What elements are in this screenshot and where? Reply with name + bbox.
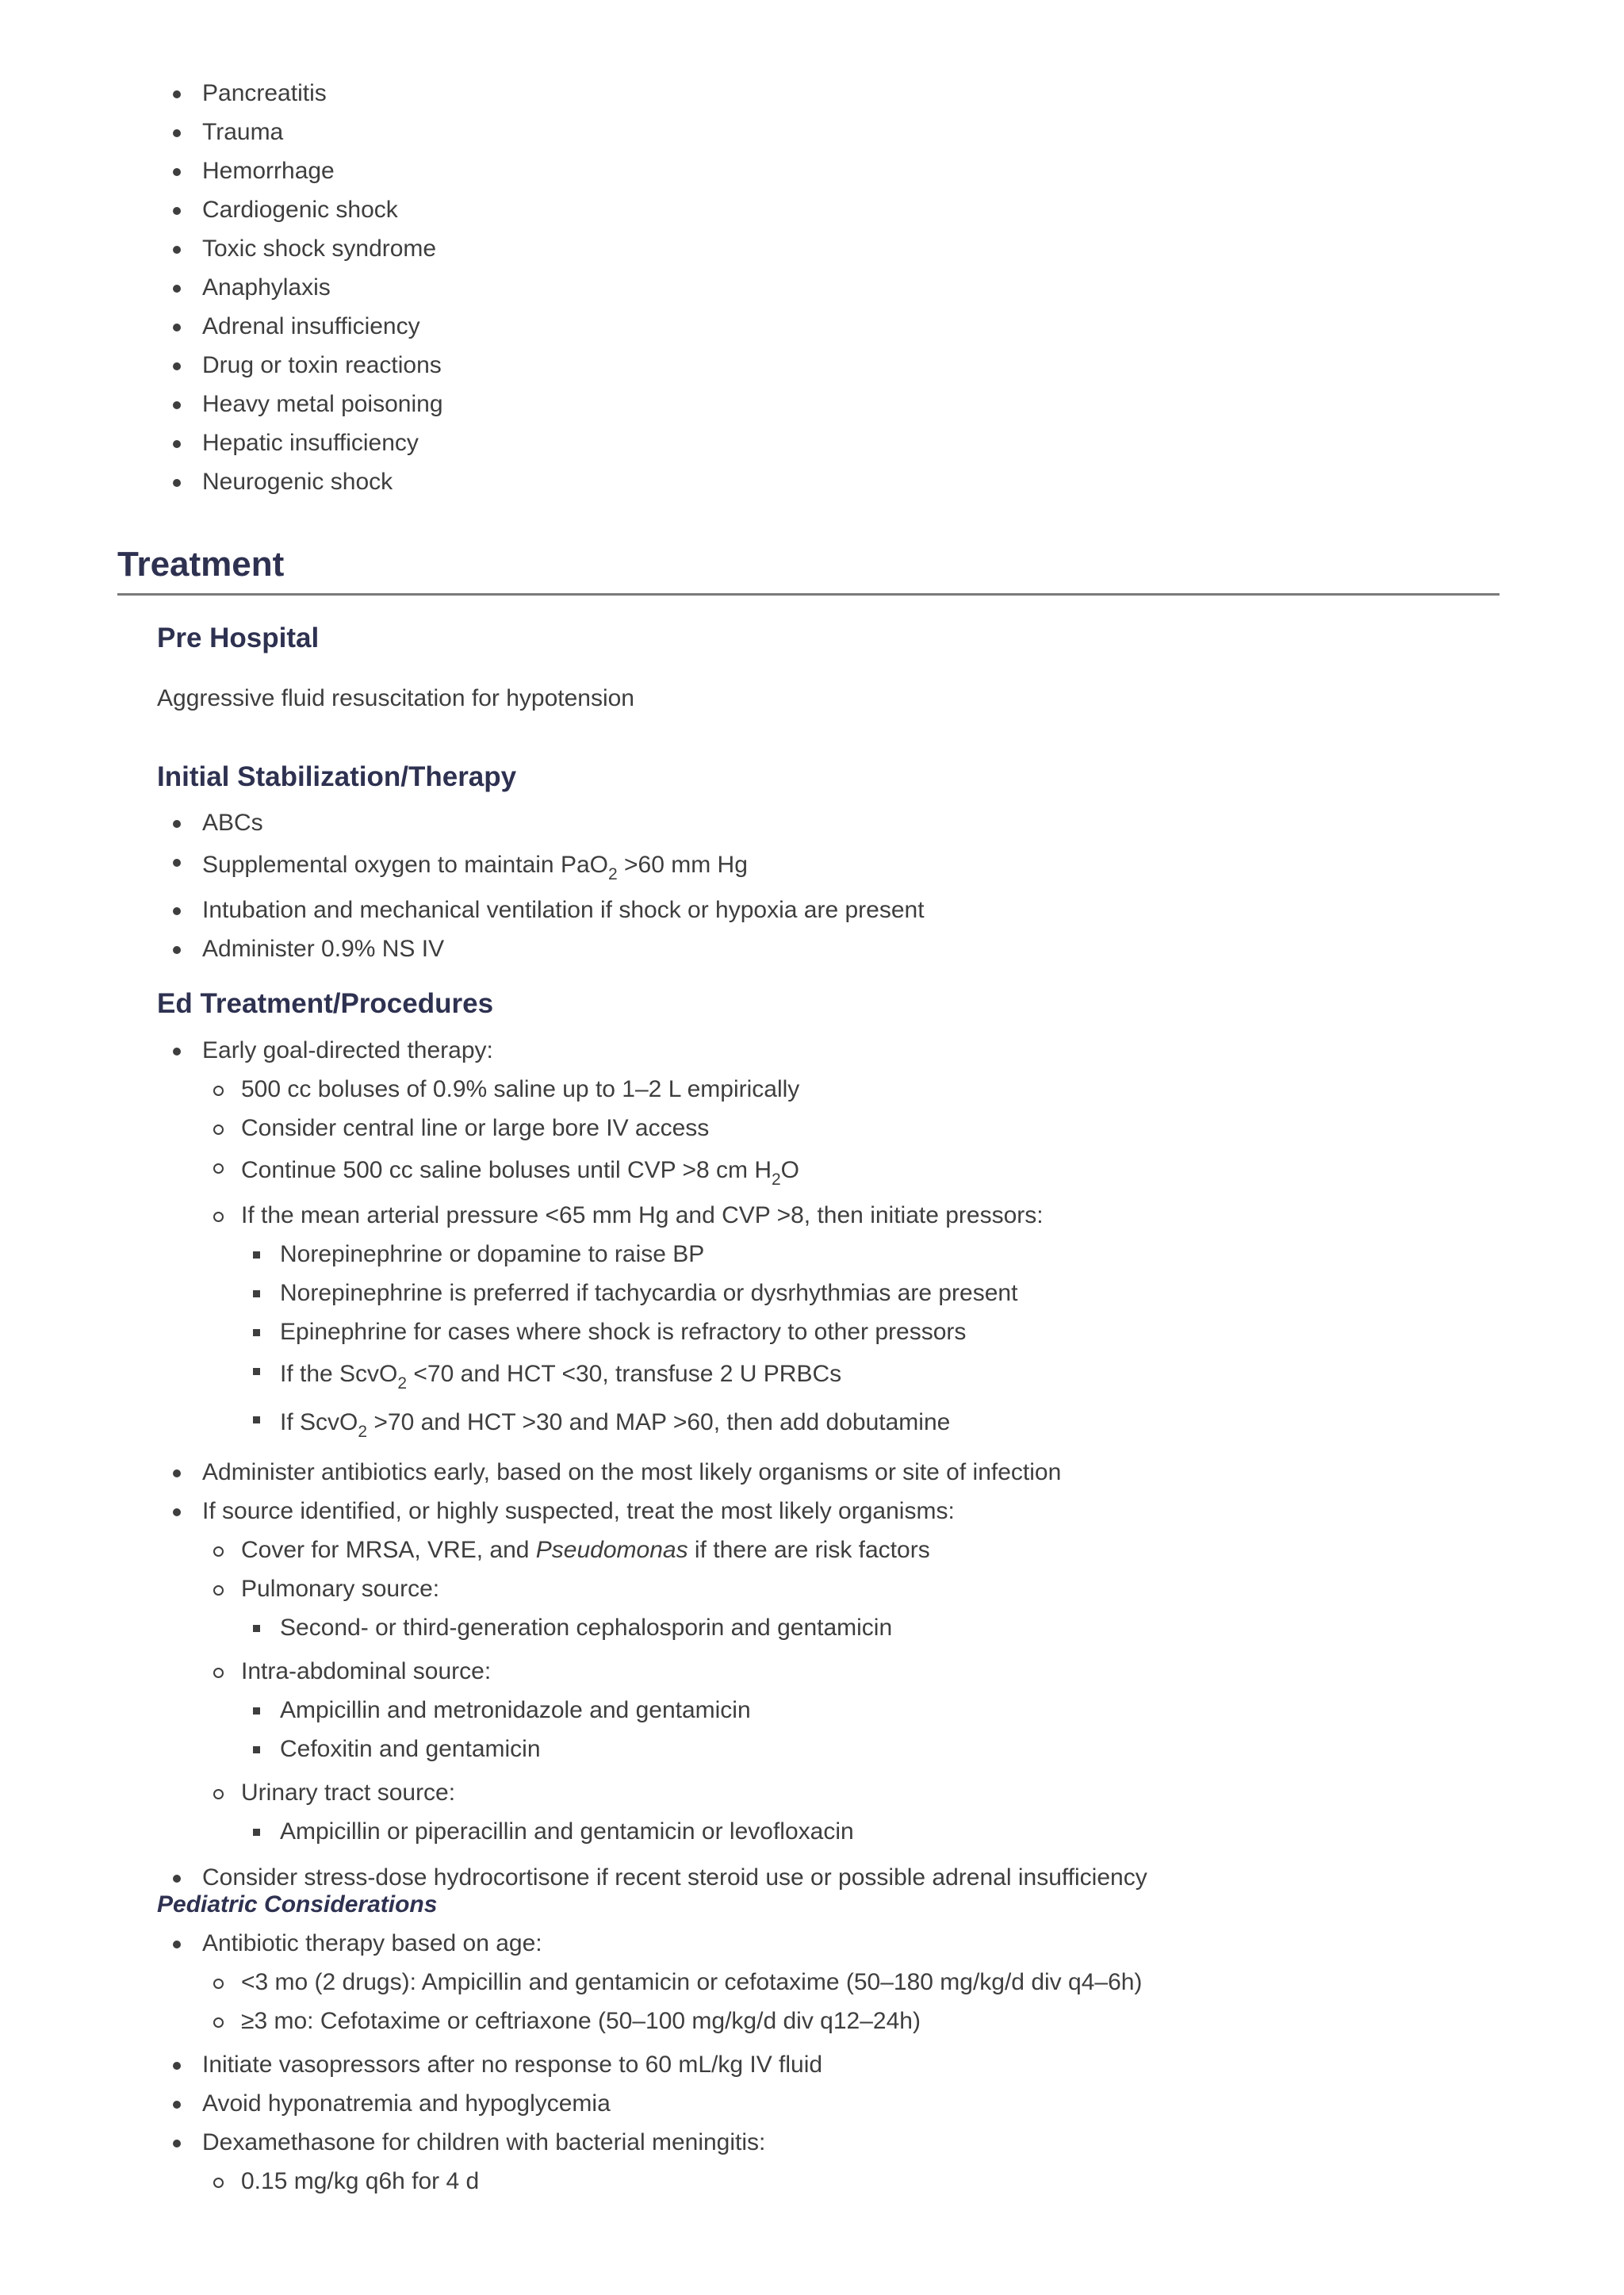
list-item: Toxic shock syndrome [117, 229, 1584, 268]
list-item: Continue 500 cc saline boluses until CVP >8 cm $H_2O$ [202, 1148, 1584, 1196]
pre-hospital-text: Aggressive fluid resuscitation for hypotension [157, 685, 634, 711]
list-item: Initiate vasopressors after no response to 60 mL/kg IV fluid [117, 2045, 1584, 2084]
list-item: Urinary tract source: Ampicillin or piperacillin and gentamicin or levofloxacin [202, 1773, 1584, 1851]
list-item: Antibiotic therapy based on age: <3 mo (2 drugs): Ampicillin and gentamicin or cefotaxime (50–180 mg/kg/d div q4–6h) ≥3 mo: Cefotaxime or ceftriaxone (50–100 mg/kg/d div q12–24h) [117, 1924, 1584, 2040]
list-item: Ampicillin or piperacillin and gentamicin or levofloxacin [241, 1812, 1584, 1851]
list-item: Hemorrhage [117, 151, 1584, 190]
list-item: If source identified, or highly suspected, treat the most likely organisms: Cover for MRSA, VRE, and Pseudomonas if there are risk factors Pulmonary source: Second- or third-generation cephalosporin and gentamicin Intra-abdominal source: Ampicillin and metronidazole and gentamicin Cefoxitin and gentamicin Urinary tract source: Ampicillin or piperacillin and gentamicin or levofloxacin [117, 1492, 1584, 1851]
list-item: Intubation and mechanical ventilation if shock or hypoxia are present [117, 891, 1584, 929]
list-item: Cover for MRSA, VRE, and Pseudomonas if there are risk factors [202, 1531, 1584, 1569]
treatment-heading: Treatment [117, 544, 1500, 596]
list-item: If the ScvO$_2$ <70 and HCT <30, transfuse 2 U PRBCs [241, 1351, 1584, 1400]
list-item: Administer antibiotics early, based on the most likely organisms or site of infection [117, 1453, 1584, 1492]
list-item: Avoid hyponatremia and hypoglycemia [117, 2084, 1584, 2123]
list-item: Drug or toxin reactions [117, 346, 1584, 385]
list-item: ≥3 mo: Cefotaxime or ceftriaxone (50–100 mg/kg/d div q12–24h) [202, 2002, 1584, 2040]
ed-treatment-heading: Ed Treatment/Procedures [157, 988, 494, 1019]
list-item: Epinephrine for cases where shock is refractory to other pressors [241, 1312, 1584, 1351]
list-item: If the mean arterial pressure <65 mm Hg and CVP >8, then initiate pressors: Norepinephrine or dopamine to raise BP Norepinephrine is preferred if tachycardia or dysrhythmias are present Epinephrine for cases where shock is refractory to other pressors If the ScvO$_2$ <70 and HCT <30, transfuse 2 U PRBCs If ScvO$_2$ >70 and HCT >30 and MAP >60, then add dobutamine [202, 1196, 1584, 1448]
list-item: Consider central line or large bore IV access [202, 1109, 1584, 1148]
list-item: Adrenal insufficiency [117, 307, 1584, 346]
list-item: Trauma [117, 113, 1584, 151]
list-item: Cardiogenic shock [117, 190, 1584, 229]
list-item: Second- or third-generation cephalosporin and gentamicin [241, 1608, 1584, 1647]
list-item: Consider stress-dose hydrocortisone if recent steroid use or possible adrenal insufficiency [117, 1858, 1584, 1897]
list-item: If ScvO$_2$ >70 and HCT >30 and MAP >60, then add dobutamine [241, 1400, 1584, 1448]
list-item: Cefoxitin and gentamicin [241, 1730, 1584, 1768]
list-item: 500 cc boluses of 0.9% saline up to 1–2 L empirically [202, 1070, 1584, 1109]
list-item: Neurogenic shock [117, 462, 1584, 501]
list-item: Hepatic insufficiency [117, 423, 1584, 462]
differential-list [117, 74, 1584, 501]
list-item: Dexamethasone for children with bacterial meningitis: 0.15 mg/kg q6h for 4 d [117, 2123, 1584, 2201]
list-item: <3 mo (2 drugs): Ampicillin and gentamicin or cefotaxime (50–180 mg/kg/d div q4–6h) [202, 1963, 1584, 2002]
list-item: Pancreatitis [117, 74, 1584, 113]
initial-stabilization-heading: Initial Stabilization/Therapy [157, 761, 517, 792]
pre-hospital-heading: Pre Hospital [157, 623, 320, 653]
list-item: Intra-abdominal source: Ampicillin and metronidazole and gentamicin Cefoxitin and gentamicin [202, 1652, 1584, 1768]
list-item: Norepinephrine or dopamine to raise BP [241, 1235, 1584, 1274]
list-item: Early goal-directed therapy: 500 cc boluses of 0.9% saline up to 1–2 L empirically Consider central line or large bore IV access Continue 500 cc saline boluses until CVP >8 cm $H_2O$ If the mean arterial pressure <65 mm Hg and CVP >8, then initiate pressors: Norepinephrine or dopamine to raise BP Norepinephrine is preferred if tachycardia or dysrhythmias are present Epinephrine for cases where shock is refractory to other pressors If the ScvO$_2$ <70 and HCT <30, transfuse 2 U PRBCs If ScvO$_2$ >70 and HCT >30 and MAP >60, then add dobutamine [117, 1031, 1584, 1448]
list-item: Administer 0.9% NS IV [117, 929, 1584, 968]
list-item: Ampicillin and metronidazole and gentamicin [241, 1691, 1584, 1730]
initial-stabilization-list [117, 803, 1584, 968]
list-item: ABCs [117, 803, 1584, 842]
list-item: 0.15 mg/kg q6h for 4 d [202, 2162, 1584, 2201]
list-item: Supplemental oxygen to maintain PaO$_2$ >60 mm Hg [117, 842, 1584, 891]
list-item: Norepinephrine is preferred if tachycardia or dysrhythmias are present [241, 1274, 1584, 1312]
list-item: Heavy metal poisoning [117, 385, 1584, 423]
ed-treatment-list [117, 1031, 1584, 1897]
list-item: Anaphylaxis [117, 268, 1584, 307]
list-item: Pulmonary source: Second- or third-generation cephalosporin and gentamicin [202, 1569, 1584, 1647]
pediatric-considerations-heading: Pediatric Considerations [157, 1891, 438, 1918]
pediatric-list [117, 1924, 1584, 2201]
